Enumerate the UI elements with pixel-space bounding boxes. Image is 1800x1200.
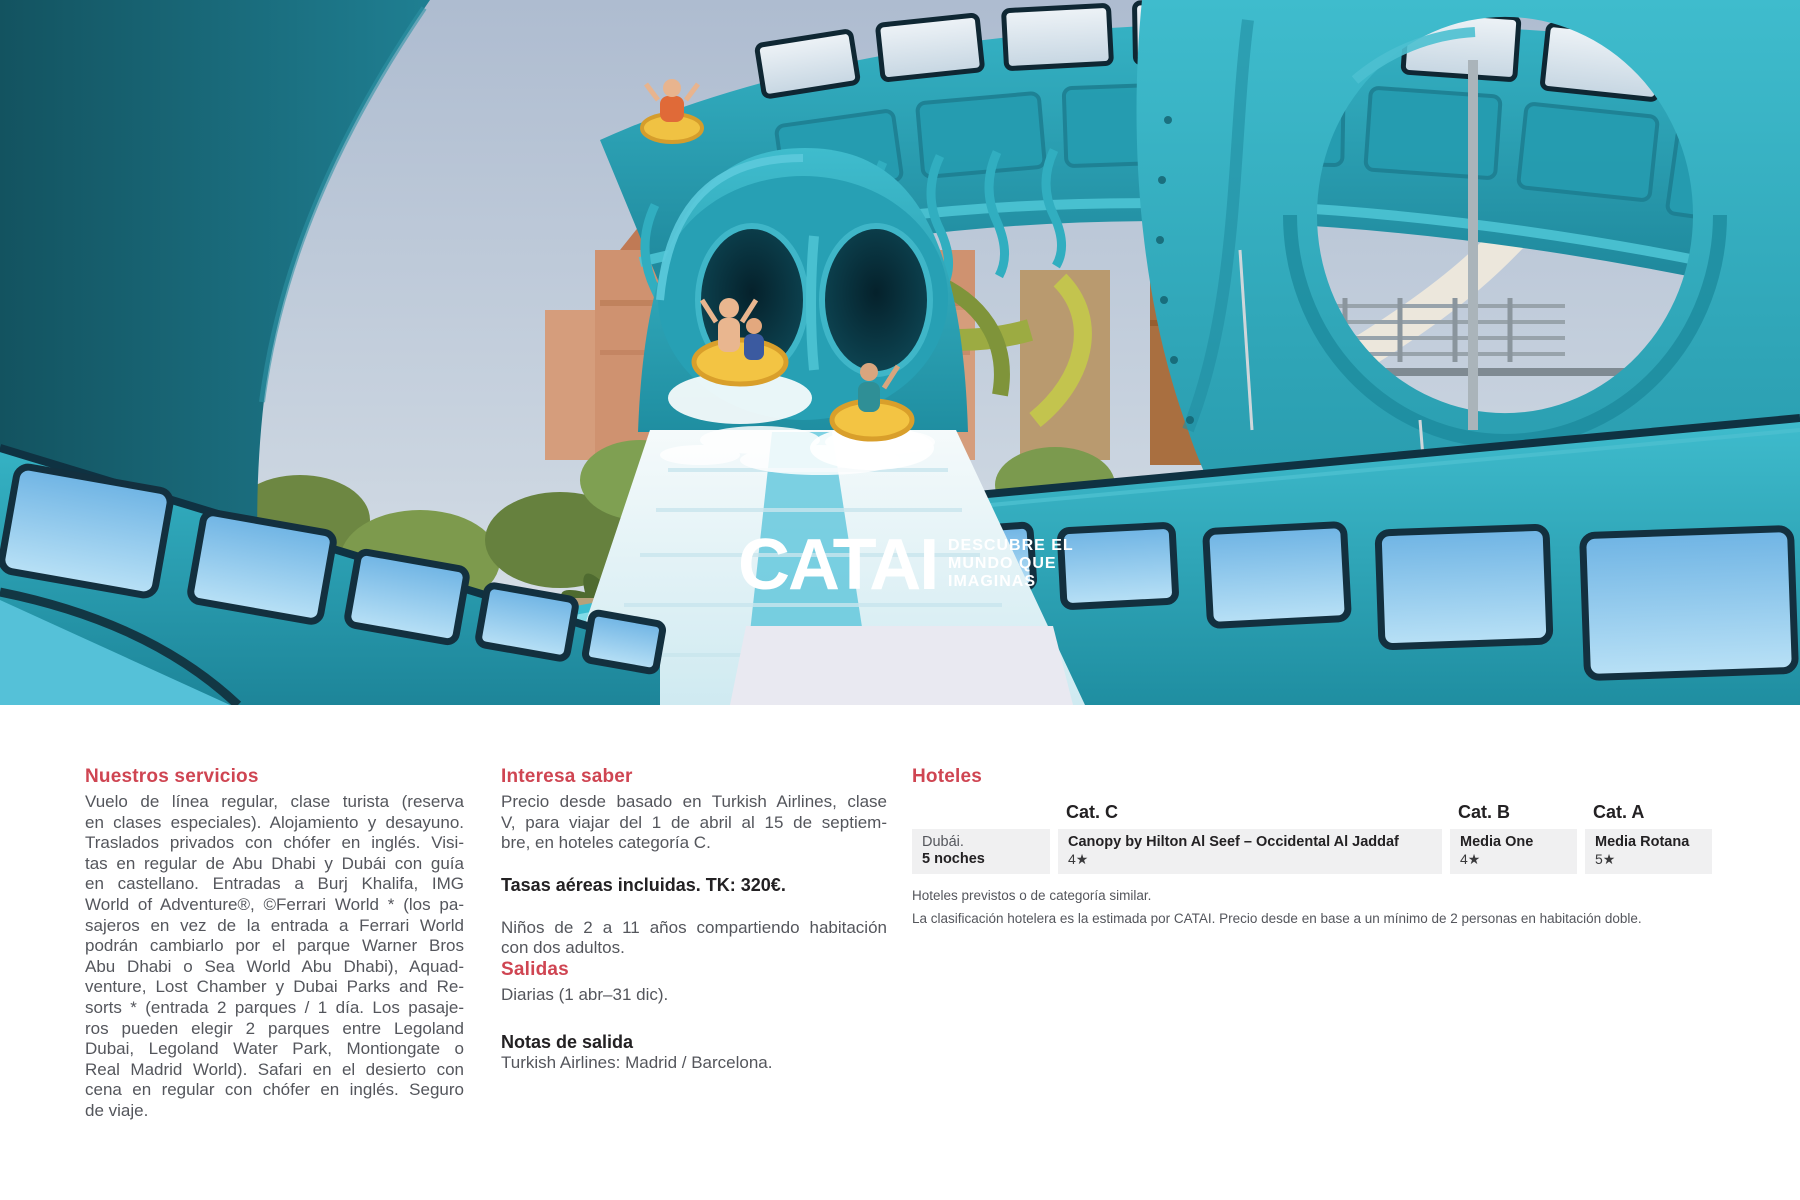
hotels-header-cat-a: Cat. A [1593,802,1645,822]
know-title: Interesa saber [501,766,633,787]
nights-label: 5 noches [922,851,985,867]
hotels-row-destination-cell [912,829,1050,874]
hotel-cat-b-name: Media One [1460,834,1534,850]
air-fees-note: Tasas aéreas incluidas. TK: 320€. [501,874,786,895]
hotel-cat-a-stars: 5★ [1595,851,1616,867]
services-text: Vuelo de línea regular, clase turista (reserva en clases especiales). Alojamiento y desayuno. Traslados privados con chófer en inglés. Visi- tas en regular de Abu Dhabi y Dubái con guía en castellano. Entradas a Burj Khalifa, IMG World of Adventure®, ©Ferrari World * (los pa- sajeros en vez de la entrada a Ferrari World podrán cambiarlo por el parque Warner Bros Abu Dhabi o Sea World Abu Dhabi), Aquad- venture, Lost Chamber y Dubai Parks and Re- sorts * (entrada 2 parques / 1 día. Los pasaje- ros pueden elegir 2 parques entre Legoland Dubai, Legoland Water Park, Montiongate o Real Madrid World). Safari en el desierto con cena en regular con chófer en inglés. Seguro de viaje. [85,792,464,1120]
hotels-header-cat-b: Cat. B [1458,802,1511,822]
hotel-cat-b-stars: 4★ [1460,851,1481,867]
tagline-line-3: IMAGINAS [948,573,1036,590]
hotel-cat-c-stars: 4★ [1068,851,1089,867]
hotels-row-cat-a-cell [1585,829,1712,874]
know-paragraph: Precio desde basado en Turkish Airlines, clase V, para viajar del 1 de abril al 15 de septiem- bre, en hoteles categoría C. [501,792,887,853]
tagline-line-2: MUNDO QUE [948,555,1057,572]
hotels-header-cat-c: Cat. C [1066,802,1119,822]
hotels-title: Hoteles [912,766,983,787]
hotels-row-cat-c-cell [1058,829,1442,874]
trapezoid-shape [730,626,1073,705]
destination-label: Dubái. [922,834,964,850]
hotels-row-cat-b-cell [1450,829,1577,874]
tagline-line-1: DESCUBRE EL [948,537,1074,554]
services-section [85,766,464,1122]
children-note: Niños de 2 a 11 años compartiendo habitación con dos adultos. [501,917,887,958]
hotel-cat-a-name: Media Rotana [1595,834,1690,850]
info-section [501,766,887,1073]
departure-notes-text: Turkish Airlines: Madrid / Barcelona. [501,1052,773,1072]
hotels-header-spacer [912,800,1050,825]
hotels-footnote-1: Hoteles previstos o de categoría similar. [912,888,1152,903]
hotel-cat-c-name: Canopy by Hilton Al Seef – Occidental Al Jaddaf [1068,834,1399,850]
services-title: Nuestros servicios [85,766,259,787]
hotels-table [912,800,1712,874]
hotels-section [912,766,1712,928]
hotels-footnote-2: La clasificación hotelera es la estimada por CATAI. Precio desde en base a un mínimo de 2 personas en habitación doble. [912,911,1642,926]
departure-notes-title: Notas de salida [501,1031,634,1052]
departures-text: Diarias (1 abr–31 dic). [501,984,669,1004]
departures-title: Salidas [501,958,569,980]
catai-brand: CATAI [738,525,938,605]
